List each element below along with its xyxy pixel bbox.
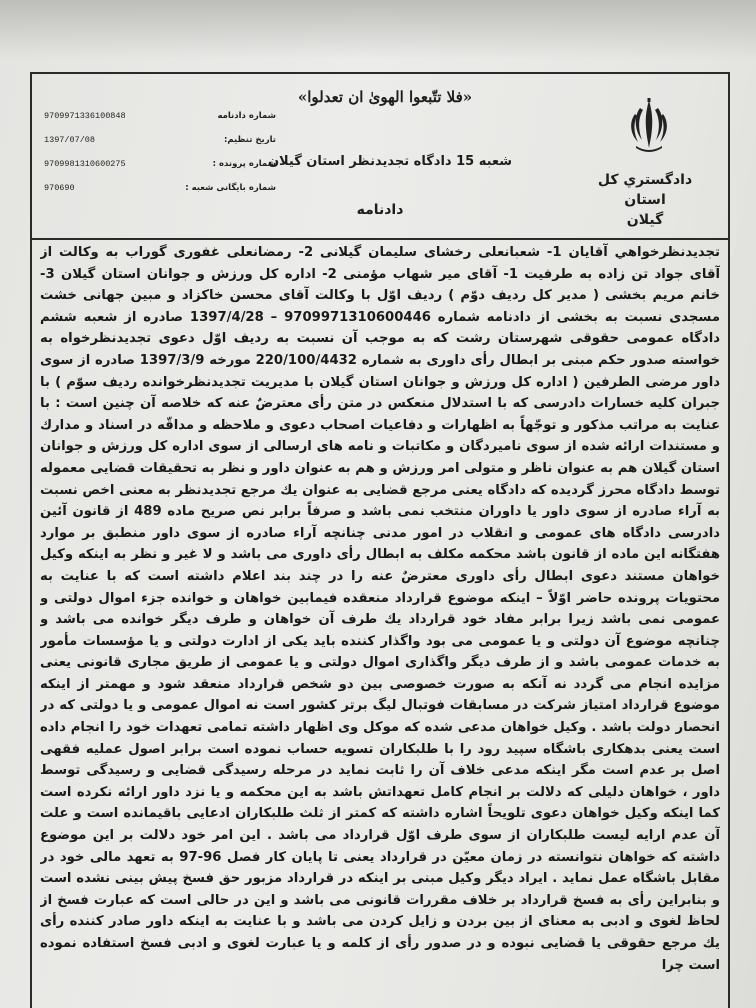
court-name-line1: دادگستري كل استان xyxy=(597,172,693,208)
verdict-number-label: شماره دادنامه xyxy=(217,111,276,121)
header-divider xyxy=(32,238,728,240)
archive-number-label: شماره بایگانی شعبه : xyxy=(185,183,276,193)
meta-row-verdict-number xyxy=(44,104,276,128)
quran-verse: «فلا تتّبعوا الهوىٰ ان تعدلوا» xyxy=(297,88,473,106)
court-name xyxy=(580,170,710,230)
court-name-line2: گيلان xyxy=(626,212,664,228)
case-number-label: شماره پرونده : xyxy=(212,159,276,169)
archive-number-value: 970690 xyxy=(44,183,75,193)
date-value: 1397/07/08 xyxy=(44,135,96,145)
page-shadow xyxy=(0,0,756,60)
case-number-value: 9709981310600275 xyxy=(44,159,126,169)
meta-row-date xyxy=(44,128,276,152)
court-branch: شعبه 15 دادگاه تجديدنظر استان گيلان xyxy=(267,154,513,169)
iran-emblem-icon xyxy=(626,98,672,154)
date-label: تاریخ تنظیم: xyxy=(223,135,276,145)
verdict-body xyxy=(40,242,720,1008)
document-title: دادنامه xyxy=(356,202,404,218)
meta-row-case-number xyxy=(44,152,276,176)
verdict-number-value: 9709971336100848 xyxy=(44,111,126,121)
meta-row-archive-number xyxy=(44,176,276,200)
verdict-body-paragraph: تجديدنظرخواهي آقايان 1- شعبانعلی رخشای سليمان گيلانی 2- رمضانعلی غفوری گوراب به وكالت از آقای جواد تن زاده به طرفيت 1- آقای مير شهاب مؤمنی 2- اداره كل ورزش و جوانان استان گيلان 3- خانم مريم بخشی ( مدير كل رديف دوّم ) رديف اوّل با وكالت آقای محسن خاكزاد و مبين جهانی خشت مسجدی نسبت به بخشی از دادنامه شماره 9709971310600446 – 1397/4/28 صادره از شعبه ششم دادگاه عمومی حقوقی شهرستان رشت كه به موجب آن نسبت به رديف اوّل دعوی تجديدنظرخواه به خواسته صدور حكم مبنی بر ابطال رأی داوری به شماره 220/100/4432 مورخه 1397/3/9 صادره از سوی داور مرضی الطرفين ( اداره كل ورزش و جوانان استان گيلان با مديريت تجديدنظرخوانده رديف سوّم ) با جبران كليه خسارات دادرسی كه با استدلال منعكس در متن رأی معترضٌ عنه كه خلاصه آن چنين است : با عنايت به مراتب مذكور و توجّهاً به اظهارات و دفاعيات اصحاب دعوی و ملاحظه و مداقّه در اسناد و مدارك و مستندات ارائه شده از سوی ناميردگان و مكاتبات و نامه های ارسالی از سوی اداره كل ورزش و جوانان استان گيلان هم به عنوان ناظر و متولی امر ورزش و هم به عنوان داور و نظر به تحقيقات قضايی معموله توسط دادگاه محرز گرديده كه دادگاه يعنی مرجع قضايی به عنوان يك مرجع تجديدنظر به معنی اخص نسبت به آراء صادره از سوی داور يا داوران منتخب نمی باشد و صرفاً برابر نص صريح ماده 489 از قانون آئين دادرسی دادگاه های عمومی و انقلاب در امور مدنی چنانچه آراء صادره از سوی داور منطبق بر موارد هفتگانه اين ماده از قانون باشد محكمه مكلف به ابطال رأی داوری می باشد و لا غير و نظر به اينكه وكيل خواهان مستند دعوی ابطال رأی داوری معترضٌ عنه را در چند بند اعلام داشته است كه با عنايت به محتويات پرونده حاضر اوّلاً – اينكه موضوع قرارداد منعقده فيمابين خواهان و خوانده جزء اموال دولتی و عمومی نمی باشد زيرا برابر مفاد خود قرارداد يك طرف آن خواهان و طرف ديگر خوانده می باشد و چنانچه موضوع آن دولتی و يا عمومی می بود واگذار كننده بايد يكی از ادارت دولتی و يا مؤسسات مأمور به خدمات عمومی باشد و از طرف ديگر واگذاری اموال دولتی و يا عمومی از طريق مجاری قانونی يعنی مزايده انجام می گردد نه آنكه به صورت خصوصی بين دو شخص قرارداد منعقد شود و مهمتر از اينكه موضوع قرارداد امتياز شركت در مسابقات فوتبال ليگ برتر كشور است نه اموال عمومی و يا دولتی كه در انحصار دولت باشد . وكيل خواهان مدعی شده كه موكل وی اظهار داشته تمامی تعهدات خود را انجام داده است يعنی بدهكاری باشگاه سپيد رود را با طلبكاران تسويه حساب نموده است برابر اصول عمليه فقهی اصل بر عدم است مگر اينكه مدعی خلاف آن را ثابت نمايد در مرحله رسيدگی قضايی و رسيدگی توسط داور ، خواهان دليلی كه دلالت بر انجام كامل تعهداتش باشد به اين محكمه و يا نزد داور ارائه نكرده است كما اينكه وكيل خواهان دعوی تلويحاً اشاره داشته كه كمتر از ثلث طلبكاران ادعايی باقيمانده است و علت آن عدم ارايه ليست طلبكاران از سوی طرف اوّل قرارداد می باشد . اين امر خود دلالت بر اين موضوع داشته كه خواهان نتوانسته در زمان معيّن در قرارداد يعنی تا پايان كار فصل 96-97 به تعهد مالی خود در مقابل باشگاه عمل نمايد . ايراد ديگر وكيل مبنی بر اينكه در قرارداد مزبور حق فسخ پيش بينی نشده است و بنابراين رأی به فسخ قرارداد بر خلاف مقررات قانونی می باشد و اين در حالی است كه عبارت فسخ از لحاظ لغوی و ادبی به معنای از بين بردن و زايل كردن می باشد و با عنايت به اينكه داور صادر كننده رأی يك مرجع حقوقی يا قضايی نبوده و در صدور رأی از كلمه و يا عبارت لغوی و ادبی فسخ استفاده نموده است چرا xyxy=(40,245,720,973)
case-metadata xyxy=(44,104,276,200)
